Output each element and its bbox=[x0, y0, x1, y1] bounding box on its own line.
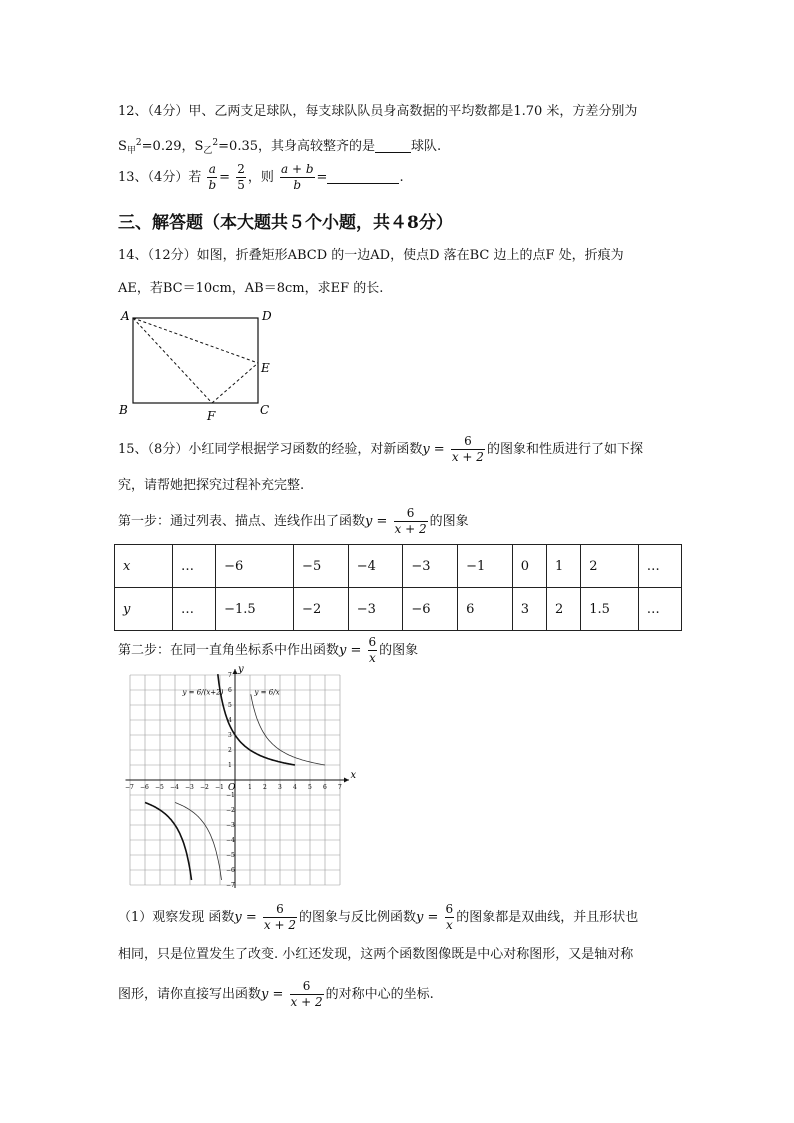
axis-label-y: y bbox=[238, 664, 244, 675]
label-f: F bbox=[207, 409, 216, 423]
curve-reciprocal-left-branch bbox=[175, 803, 222, 881]
table-cell: 2 bbox=[547, 588, 581, 631]
tick-label-x: −7 bbox=[125, 784, 134, 791]
table-cell: 1 bbox=[547, 545, 581, 588]
label-b: B bbox=[119, 403, 128, 417]
q12-answer-blank[interactable] bbox=[375, 138, 411, 153]
q13-line: 13、（4分）若 $\frac{a}{b}$ = $\frac{2}{5}$ ，则 $\frac{a + b}{b}$ = . bbox=[118, 162, 404, 192]
tick-label-y: 3 bbox=[228, 732, 232, 739]
label-a: A bbox=[121, 309, 130, 323]
table-cell: −3 bbox=[348, 588, 403, 631]
tick-label-y: −4 bbox=[226, 837, 235, 844]
section-title: 三、解答题（本大题共５个小题，共４8分） bbox=[118, 213, 453, 233]
tick-label-y: −1 bbox=[226, 792, 235, 799]
part1-frac-line3: $\frac{6}{x + 2}$ bbox=[290, 979, 323, 1009]
tick-label-x: 7 bbox=[338, 784, 342, 791]
rectangle-fold-figure bbox=[112, 306, 282, 424]
table-cell: −2 bbox=[294, 588, 349, 631]
origin-label: O bbox=[228, 783, 236, 793]
tick-label-x: 5 bbox=[308, 784, 312, 791]
q13-frac-ab: $\frac{a}{b}$ bbox=[208, 162, 217, 192]
part1-frac-shifted: $\frac{6}{x + 2}$ bbox=[263, 902, 297, 932]
table-cell: 2 bbox=[581, 545, 639, 588]
q15-part1-line3: 图形，请你直接写出函数y = $\frac{6}{x + 2}$ 的对称中心的坐标. bbox=[118, 979, 434, 1009]
tick-label-y: −3 bbox=[226, 822, 235, 829]
tick-label-x: −6 bbox=[140, 784, 149, 791]
table-cell: 1.5 bbox=[581, 588, 639, 631]
tick-label-x: 6 bbox=[323, 784, 327, 791]
label-c: C bbox=[260, 403, 270, 417]
tick-label-y: −5 bbox=[226, 852, 235, 859]
tick-label-x: −5 bbox=[155, 784, 164, 791]
tick-label-y: 7 bbox=[228, 672, 232, 679]
q14-line1: 14、（12分）如图，折叠矩形ABCD 的一边AD，使点D 落在BC 边上的点F 处，折痕为 bbox=[118, 248, 624, 263]
tick-label-y: 2 bbox=[228, 747, 232, 754]
segment-fe bbox=[212, 363, 258, 403]
tick-label-y: 5 bbox=[228, 702, 232, 709]
q12-line1: 12、（4分）甲、乙两支足球队，每支球队队员身高数据的平均数都是1.70 米，方差分别为 bbox=[118, 104, 638, 119]
table-row-y bbox=[115, 588, 682, 631]
tick-label-y: −2 bbox=[226, 807, 235, 814]
tick-label-x: 4 bbox=[293, 784, 297, 791]
label-e: E bbox=[261, 361, 270, 375]
tick-label-y: −7 bbox=[226, 882, 235, 889]
tick-label-x: 3 bbox=[278, 784, 282, 791]
q15-frac-main: $\frac{6}{x + 2}$ bbox=[451, 434, 484, 464]
x-axis-arrow bbox=[344, 778, 349, 783]
tick-label-y: −6 bbox=[226, 867, 235, 874]
segment-ae bbox=[133, 318, 258, 363]
table-cell: 3 bbox=[512, 588, 546, 631]
q12-line2: $S_甲^2=0.29$，$S_乙^2=0.35$，其身高较整齐的是 球队. bbox=[118, 138, 442, 156]
axis-label-x: x bbox=[350, 770, 357, 781]
q13-frac-apb: $\frac{a + b}{b}$ bbox=[281, 162, 314, 192]
tick-label-y: 1 bbox=[228, 762, 232, 769]
table-cell: −3 bbox=[403, 545, 458, 588]
q15-step1-frac: $\frac{6}{x + 2}$ bbox=[394, 506, 427, 536]
table-cell: −6 bbox=[216, 545, 294, 588]
q15-step1: 第一步：通过列表、描点、连线作出了函数y = $\frac{6}{x + 2}$ 的图象 bbox=[118, 506, 469, 536]
tick-label-x: −1 bbox=[215, 784, 224, 791]
q15-step2-frac: $\frac{6}{x}$ bbox=[368, 635, 377, 665]
q15-step2: 第二步：在同一直角坐标系中作出函数y = $\frac{6}{x}$ 的图象 bbox=[118, 635, 419, 665]
table-cell: −4 bbox=[348, 545, 403, 588]
table-cell: … bbox=[173, 588, 216, 631]
segment-af bbox=[133, 318, 212, 403]
function-graph bbox=[124, 664, 364, 890]
table-cell: … bbox=[638, 588, 681, 631]
tick-label-x: −3 bbox=[185, 784, 194, 791]
tick-label-y: 4 bbox=[228, 717, 232, 724]
tick-label-x: 2 bbox=[263, 784, 267, 791]
table-cell: 0 bbox=[512, 545, 546, 588]
table-cell: … bbox=[173, 545, 216, 588]
table-cell: −5 bbox=[294, 545, 349, 588]
part1-frac-reciprocal: $\frac{6}{x}$ bbox=[445, 902, 454, 932]
table-row-x bbox=[115, 545, 682, 588]
curve-shifted-left-branch bbox=[145, 803, 192, 881]
table-cell: −1 bbox=[458, 545, 513, 588]
table-header-y: y bbox=[115, 588, 173, 631]
tick-label-x: −4 bbox=[170, 784, 179, 791]
q15-part1-line1: （1）观察发现 函数y = $\frac{6}{x + 2}$ 的图象与反比例函数y = $\frac{6}{x}$ 的图象都是双曲线，并且形状也 bbox=[118, 902, 639, 932]
rectangle-abcd bbox=[133, 318, 258, 403]
value-table bbox=[114, 544, 682, 631]
curve-label-shifted: y = 6/(x+2) bbox=[182, 688, 224, 697]
table-cell: −6 bbox=[403, 588, 458, 631]
table-cell: 6 bbox=[458, 588, 513, 631]
q15-part1-line2: 相同，只是位置发生了改变. 小红还发现，这两个函数图像既是中心对称图形，又是轴对称 bbox=[118, 947, 634, 962]
tick-label-x: −2 bbox=[200, 784, 209, 791]
label-d: D bbox=[262, 309, 272, 323]
curve-label-reciprocal: y = 6/x bbox=[254, 688, 280, 697]
tick-label-y: 6 bbox=[228, 687, 232, 694]
q15-line2: 究，请帮她把探究过程补充完整. bbox=[118, 478, 305, 493]
q13-answer-blank[interactable] bbox=[327, 169, 399, 184]
table-cell: −1.5 bbox=[216, 588, 294, 631]
q15-line1: 15、（8分）小红同学根据学习函数的经验，对新函数y = $\frac{6}{x + 2}$ 的图象和性质进行了如下探 bbox=[118, 434, 643, 464]
tick-label-x: 1 bbox=[248, 784, 252, 791]
q14-line2: AE，若BC＝10cm，AB＝8cm，求EF 的长. bbox=[118, 281, 384, 296]
table-cell: … bbox=[638, 545, 681, 588]
table-header-x: x bbox=[115, 545, 173, 588]
q13-frac-25: $\frac{2}{5}$ bbox=[237, 162, 245, 192]
